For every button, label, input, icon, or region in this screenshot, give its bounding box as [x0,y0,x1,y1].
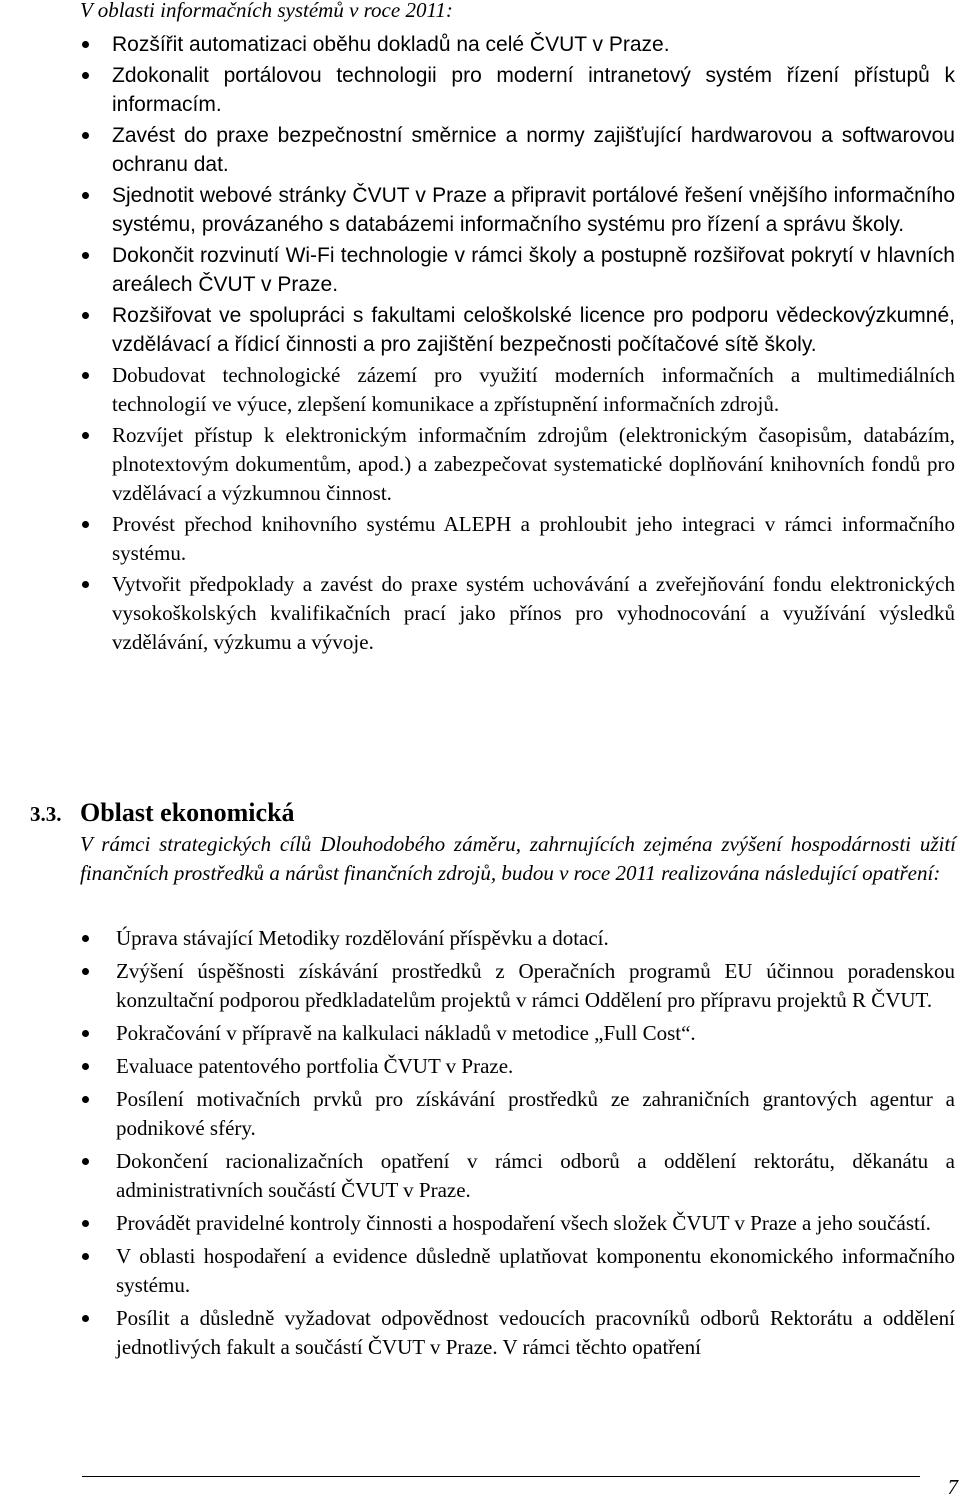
intro-heading: V oblasti informačních systémů v roce 2011: [80,0,453,22]
list-item: Evaluace patentového portfolia ČVUT v Praze. [116,1052,955,1081]
list-item: Rozvíjet přístup k elektronickým informačním zdrojům (elektronickým časopisům, databázím, plnotextovým dokumentům, apod.) a zabezpečovat systematické doplňování knihovních fondů pro vzdělávací a výzkumnou činnost. [112,421,955,508]
section-title: Oblast ekonomická [80,798,295,827]
list-item: Zdokonalit portálovou technologii pro moderní intranetový systém řízení přístupů k informacím. [112,61,955,119]
list-item: Posílení motivačních prvků pro získávání prostředků ze zahraničních grantových agentur a podnikové sféry. [116,1085,955,1143]
section-lead: V rámci strategických cílů Dlouhodobého záměru, zahrnujících zejména zvýšení hospodárnosti užití finančních prostředků a nárůst finančních zdrojů, budou v roce 2011 realizována následující opatření: [80,832,956,885]
list-item: Dobudovat technologické zázemí pro využití moderních informačních a multimediálních technologií ve výuce, zlepšení komunikace a zpřístupnění informačních zdrojů. [112,361,955,419]
list-item: V oblasti hospodaření a evidence důsledně uplatňovat komponentu ekonomického informačního systému. [116,1242,955,1300]
page-number: 7 [947,1475,958,1499]
list-item: Pokračování v přípravě na kalkulaci nákladů v metodice „Full Cost“. [116,1019,955,1048]
list-item: Zavést do praxe bezpečnostní směrnice a normy zajišťující hardwarovou a softwarovou ochranu dat. [112,121,955,179]
footer-divider [82,1476,920,1477]
list-item: Dokončit rozvinutí Wi-Fi technologie v rámci školy a postupně rozšiřovat pokrytí v hlavních areálech ČVUT v Praze. [112,241,955,299]
section-heading [30,797,295,830]
list-item: Vytvořit předpoklady a zavést do praxe systém uchovávání a zveřejňování fondu elektronických vysokoškolských kvalifikačních prací jako přínos pro vyhodnocování a využívání výsledků vzdělávání, výzkumu a vývoje. [112,570,955,657]
it-goals-list [112,30,955,659]
list-item: Provést přechod knihovního systému ALEPH a prohloubit jeho integraci v rámci informačního systému. [112,510,955,568]
list-item: Posílit a důsledně vyžadovat odpovědnost vedoucích pracovníků odborů Rektorátu a oddělení jednotlivých fakult a součástí ČVUT v Praze. V rámci těchto opatření [116,1304,955,1362]
list-item: Zvýšení úspěšnosti získávání prostředků z Operačních programů EU účinnou poradenskou konzultační podporou předkladatelům projektů v rámci Oddělení pro přípravu projektů R ČVUT. [116,957,955,1015]
list-item: Dokončení racionalizačních opatření v rámci odborů a oddělení rektorátu, děkanátu a administrativních součástí ČVUT v Praze. [116,1147,955,1205]
list-item: Sjednotit webové stránky ČVUT v Praze a připravit portálové řešení vnějšího informačního systému, provázaného s databázemi informačního systému pro řízení a správu školy. [112,181,955,239]
list-item: Rozšiřovat ve spolupráci s fakultami celoškolské licence pro podporu vědeckovýzkumné, vzdělávací a řídicí činnosti a pro zajištění bezpečnosti počítačové sítě školy. [112,301,955,359]
economic-measures-list [116,924,955,1366]
section-number: 3.3. [30,802,62,826]
list-item: Provádět pravidelné kontroly činnosti a hospodaření všech složek ČVUT v Praze a jeho součástí. [116,1209,955,1238]
list-item: Úprava stávající Metodiky rozdělování příspěvku a dotací. [116,924,955,953]
list-item: Rozšířit automatizaci oběhu dokladů na celé ČVUT v Praze. [112,30,955,59]
